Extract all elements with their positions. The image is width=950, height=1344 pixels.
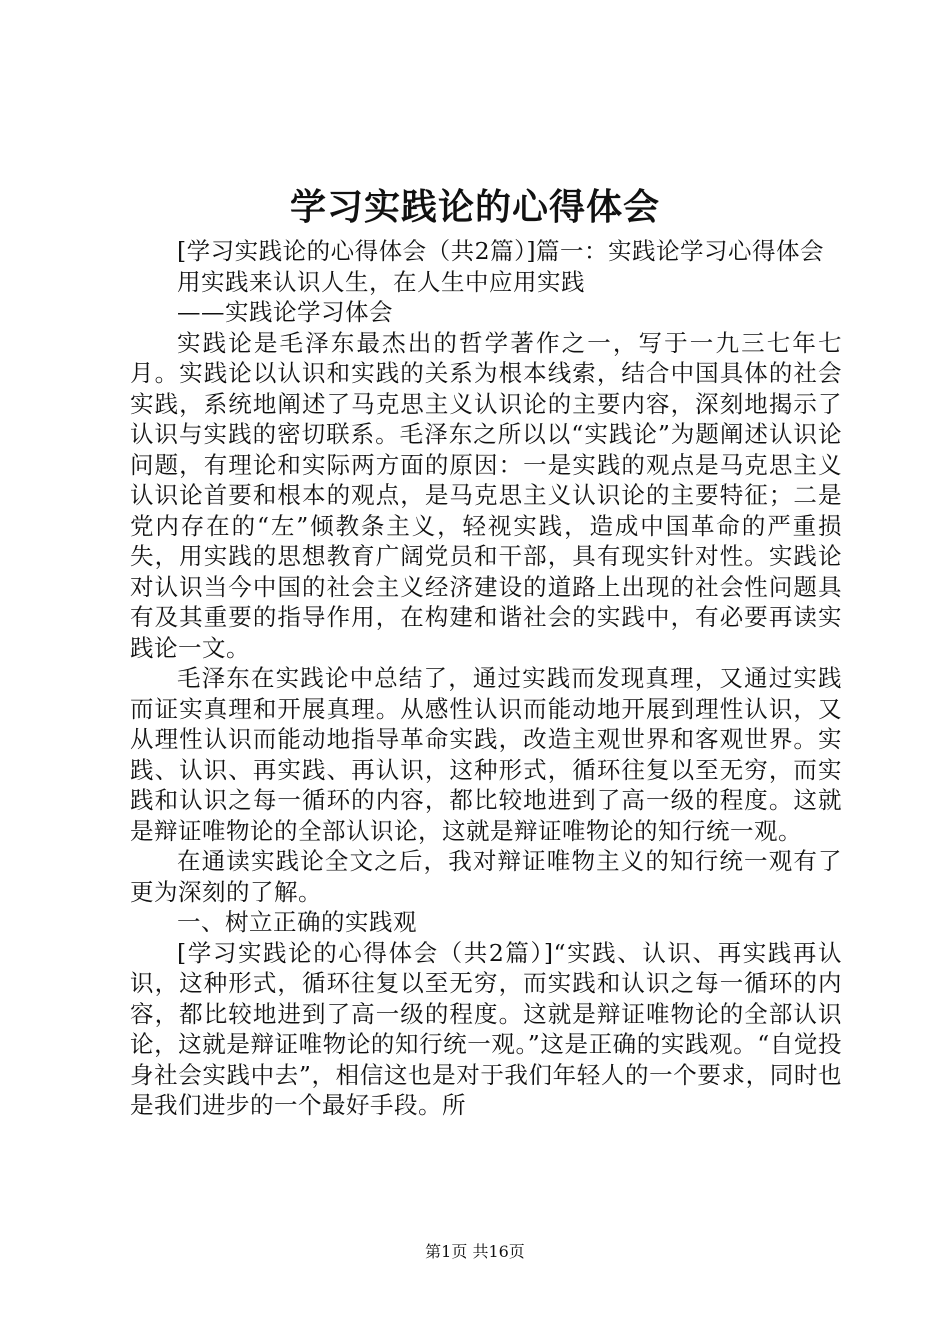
document-body — [130, 236, 842, 1121]
section-heading: 一、树立正确的实践观 — [177, 908, 417, 936]
document-title: 学习实践论的心得体会 — [289, 186, 660, 228]
paragraph-body: [学习实践论的心得体会（共2篇）]“实践、认识、再实践再认识，这种形式，循环往复以至无穷，而实践和认识之每一循环的内容，都比较地进到了高一级的程度。这就是辩证唯物论的全部认识论，这就是辩证唯物论的知行统一观。”这是正确的实践观。“自觉投身社会实践中去”，相信这也是对于我们年轻人的一个要求，同时也是我们进步的一个最好手段。所 — [130, 938, 842, 1119]
paragraph-body: 在通读实践论全文之后，我对辩证唯物主义的知行统一观有了更为深刻的了解。 — [130, 847, 842, 906]
paragraph-body: 毛泽东在实践论中总结了，通过实践而发现真理，又通过实践而证实真理和开展真理。从感性认识而能动地开展到理性认识，又从理性认识而能动地指导革命实践，改造主观世界和客观世界。实践、认识、再实践、再认识，这种形式，循环往复以至无穷，而实践和认识之每一循环的内容，都比较地进到了高一级的程度。这就是辩证唯物论的全部认识论，这就是辩证唯物论的知行统一观。 — [130, 664, 842, 845]
paragraph-body: 实践论是毛泽东最杰出的哲学著作之一，写于一九三七年七月。实践论以认识和实践的关系为根本线索，结合中国具体的社会实践，系统地阐述了马克思主义认识论的主要内容，深刻地揭示了认识与实践的密切联系。毛泽东之所以以“实践论”为题阐述认识论问题，有理论和实际两方面的原因：一是实践的观点是马克思主义认识论首要和根本的观点，是马克思主义认识论的主要特征；二是党内存在的“左”倾教条主义，轻视实践，造成中国革命的严重损失，用实践的思想教育广阔党员和干部，具有现实针对性。实践论对认识当今中国的社会主义经济建设的道路上出现的社会性问题具有及其重要的指导作用，在构建和谐社会的实践中，有必要再读实践论一文。 — [130, 328, 842, 662]
page-number-footer: 第1页 共16页 — [425, 1242, 525, 1261]
paragraph-subtitle-dash: ——实践论学习体会 — [177, 298, 393, 326]
paragraph-intro: [学习实践论的心得体会（共2篇）]篇一：实践论学习心得体会 — [177, 237, 825, 265]
paragraph-subtitle: 用实践来认识人生，在人生中应用实践 — [177, 267, 585, 296]
